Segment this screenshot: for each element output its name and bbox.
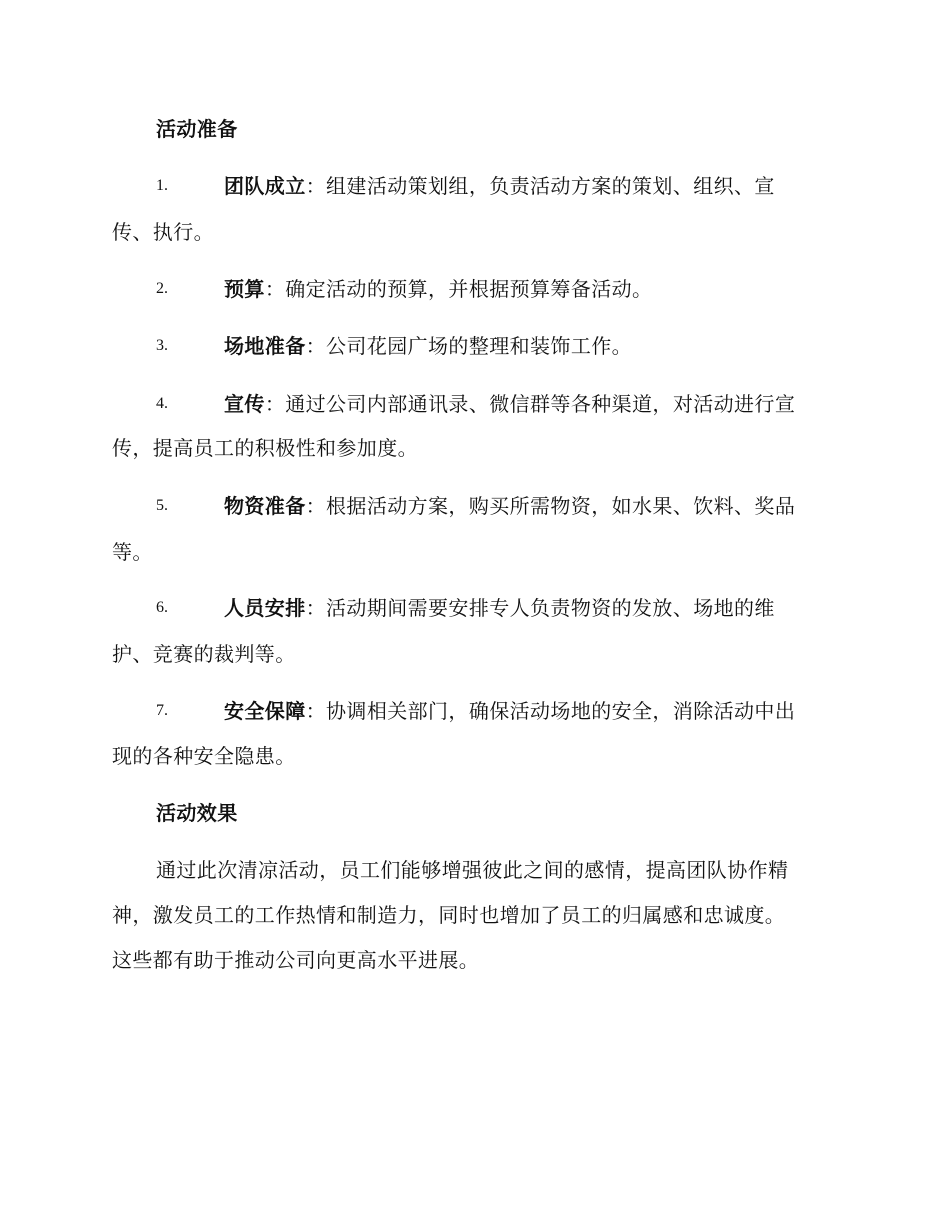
list-item-line: [224, 688, 795, 734]
list-item-continuation: 护、竞赛的裁判等。: [112, 642, 296, 666]
list-item-label: 场地准备: [224, 334, 306, 358]
list-item-label: 预算: [224, 277, 265, 301]
list-item-label: 人员安排: [224, 596, 306, 620]
list-item-continuation: 传，提高员工的积极性和参加度。: [112, 436, 418, 460]
list-item-number: 6.: [156, 599, 168, 616]
list-item-label: 团队成立: [224, 174, 306, 198]
paragraph-line: 通过此次清凉活动，员工们能够增强彼此之间的感情，提高团队协作精: [156, 858, 789, 882]
list-item-label: 物资准备: [224, 494, 306, 518]
list-item-separator: ：: [264, 392, 286, 416]
list-item-continuation: 等。: [112, 540, 153, 564]
list-item-continuation: 现的各种安全隐患。: [112, 744, 296, 768]
section-heading-prep: 活动准备: [156, 117, 238, 141]
list-item-separator: ：: [305, 699, 327, 723]
list-item-separator: ：: [305, 334, 327, 358]
list-item-number: 7.: [156, 702, 168, 719]
section-heading-effect: 活动效果: [156, 801, 238, 825]
list-item-separator: ：: [305, 174, 327, 198]
list-item-text: 根据活动方案，购买所需物资，如水果、饮料、奖品: [326, 494, 796, 518]
list-item-text: 确定活动的预算，并根据预算筹备活动。: [285, 277, 653, 301]
list-item-label: 安全保障: [224, 699, 306, 723]
list-item-continuation: 传、执行。: [112, 220, 214, 244]
list-item-line: [224, 266, 652, 312]
list-item-text: 组建活动策划组，负责活动方案的策划、组织、宣: [326, 174, 775, 198]
paragraph-line: 神，激发员工的工作热情和制造力，同时也增加了员工的归属感和忠诚度。: [112, 903, 786, 927]
list-item-number: 5.: [156, 497, 168, 514]
list-item-line: [224, 585, 775, 631]
list-item-separator: ：: [305, 596, 327, 620]
list-item-line: [224, 483, 795, 529]
list-item-text: 通过公司内部通讯录、微信群等各种渠道，对活动进行宣: [285, 392, 796, 416]
list-item-number: 1.: [156, 177, 168, 194]
paragraph-line: 这些都有助于推动公司向更高水平进展。: [112, 948, 480, 972]
list-item-line: [224, 381, 795, 427]
list-item-line: [224, 323, 632, 369]
list-item-number: 3.: [156, 337, 168, 354]
list-item-text: 协调相关部门，确保活动场地的安全，消除活动中出: [326, 699, 796, 723]
list-item-text: 公司花园广场的整理和装饰工作。: [326, 334, 633, 358]
list-item-label: 宣传: [224, 392, 265, 416]
list-item-number: 2.: [156, 280, 168, 297]
list-item-separator: ：: [305, 494, 327, 518]
list-item-separator: ：: [264, 277, 286, 301]
list-item-line: [224, 163, 775, 209]
list-item-text: 活动期间需要安排专人负责物资的发放、场地的维: [326, 596, 775, 620]
list-item-number: 4.: [156, 395, 168, 412]
